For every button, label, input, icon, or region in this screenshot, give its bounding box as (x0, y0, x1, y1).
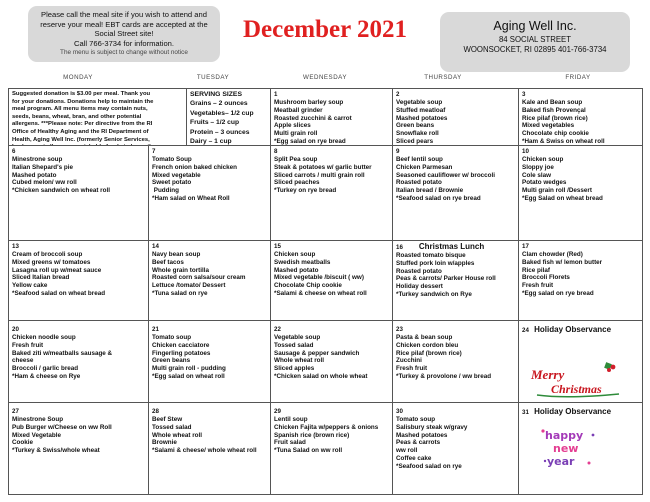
serving-sizes (187, 89, 271, 146)
menu-item: Peas & carrots (396, 439, 441, 447)
menu-item: Potato wedges (522, 179, 567, 187)
day-cell-28 (149, 403, 271, 495)
menu-item: Cole slaw (522, 171, 552, 179)
menu-item: Broccoli / garlic bread (12, 365, 79, 373)
menu-item: Mushroom barley soup (274, 99, 344, 106)
menu-item: Roasted corn salsa/sour cream (152, 274, 246, 282)
menu-item: *Seafood salad on rye bread (396, 194, 481, 202)
organization-city-phone: WOONSOCKET, RI 02895 401-766-3734 (463, 45, 607, 54)
notice-line: reserve your meal! EBT cards are accepted at the (40, 19, 208, 29)
day-cell-10 (519, 146, 643, 241)
day-number: 23 (396, 326, 403, 333)
menu-item: Green beans (396, 122, 435, 130)
organization-name: Aging Well Inc. (493, 19, 577, 33)
menu-item: Roasted potato (396, 179, 442, 187)
day-number: 28 (152, 408, 159, 415)
menu-item: Tomato soup (396, 416, 436, 423)
menu-item: Sliced peaches (274, 179, 320, 187)
weekday-monday: MONDAY (63, 74, 93, 81)
menu-item: Clam chowder (Red) (522, 251, 583, 258)
merry-christmas-image (527, 361, 627, 401)
menu-item: French onion baked chicken (152, 163, 238, 171)
day-number: 27 (12, 408, 19, 415)
menu-item: Mixed vegetables (522, 122, 575, 130)
day-cell-14 (149, 241, 271, 321)
serving-title: SERVING SIZES (190, 91, 242, 98)
weekday-header (8, 74, 642, 86)
menu-item: Whole wheat roll (274, 357, 325, 365)
notice-text: Suggested donation is $3.00 per meal. Thank you (12, 91, 151, 97)
menu-item: Beef Stew (152, 416, 183, 423)
day-cell-30 (393, 403, 519, 495)
donation-notice (9, 89, 187, 146)
menu-item: *Egg salad on wheat roll (152, 372, 225, 380)
menu-item: Brownie (152, 439, 177, 447)
menu-item: *Turkey sandwich on Rye (396, 290, 472, 298)
day-cell-16 (393, 241, 519, 321)
day-cell-1 (271, 89, 393, 146)
menu-item: Salisbury steak w/gravy (396, 423, 468, 431)
menu-item: Mixed greens w/ tomatoes (12, 258, 91, 266)
day-cell-29 (271, 403, 393, 495)
menu-item: Fresh fruit (396, 365, 428, 373)
year-text: year (547, 455, 575, 468)
menu-item: Roasted zucchini & carrot (274, 114, 352, 122)
serving-item: Fruits – 1/2 cup (190, 119, 240, 127)
calendar-grid (8, 88, 643, 495)
menu-item: Baked fish Provençal (522, 106, 586, 114)
menu-item: *Egg salad on rye bread (522, 289, 594, 297)
menu-item: *Turkey & Swiss/whole wheat (12, 447, 100, 455)
menu-item: Seasoned cauliflower w/ broccoli (396, 171, 496, 179)
menu-item: *Turkey & provolone / ww bread (396, 372, 492, 380)
menu-item: Chicken cacciatore (152, 341, 210, 349)
menu-item: Navy bean soup (152, 251, 201, 258)
menu-item: Lettuce /tomato/ Dessert (152, 282, 226, 290)
menu-item: Roasted tomato bisque (396, 252, 466, 259)
menu-item: Mashed potatoes (396, 114, 448, 122)
menu-item: *Tuna Salad on ww roll (274, 447, 343, 455)
menu-item: Steak & potatoes w/ garlic butter (274, 163, 372, 171)
menu-item: Vegetable soup (274, 334, 321, 341)
menu-item: Mashed potatoes (396, 431, 448, 439)
site-notice-box (28, 6, 220, 62)
menu-item: Minestrone Soup (12, 416, 64, 423)
notice-text: for your donations. Donations help to maintain the (12, 98, 154, 105)
menu-item: *Seafood salad on wheat bread (12, 289, 106, 297)
day-cell-3 (519, 89, 643, 146)
menu-item: Mixed vegetable /biscuit ( ww) (274, 274, 364, 282)
menu-item: Minestrone soup (12, 156, 63, 163)
menu-item: Lentil soup (274, 416, 308, 423)
menu-item: Tomato Soup (152, 156, 192, 163)
menu-item: Tossed salad (152, 423, 192, 431)
menu-item: Sliced pears (396, 137, 434, 145)
menu-item: Spanish rice (brown rice) (274, 431, 350, 439)
menu-item: Sliced apples (274, 365, 315, 373)
menu-item: Multi grain roll (274, 130, 318, 138)
menu-item: Rice pilaf (brown rice) (522, 114, 588, 122)
menu-item: Kale and Bean soup (522, 99, 583, 106)
day-number: 17 (522, 243, 529, 250)
menu-item: *Salami & cheese on wheat roll (274, 289, 367, 297)
menu-item: Pudding (152, 187, 179, 195)
day-cell-13 (9, 241, 149, 321)
day-number: 6 (12, 148, 16, 155)
menu-item: Apple slices (274, 122, 311, 130)
menu-item: Beef tacos (152, 258, 184, 266)
menu-item: Chicken Fajita w/peppers & onions (274, 423, 379, 431)
menu-item: Cubed melon/ ww roll (12, 179, 77, 187)
menu-item: Meatball grinder (274, 106, 323, 114)
day-number: 9 (396, 148, 400, 155)
merry-text: Merry (531, 367, 565, 382)
menu-item: Chicken Parmesan (396, 163, 453, 171)
day-number: 24 (522, 327, 529, 334)
menu-item: *Seafood salad on rye (396, 462, 462, 470)
menu-item: Lasagna roll up w/meat sauce (12, 266, 102, 274)
day-number: 15 (274, 243, 281, 250)
christmas-lunch-label: Christmas Lunch (418, 242, 485, 251)
menu-item: *Salami & cheese/ whole wheat roll (152, 447, 257, 455)
menu-item: Chocolate Chip cookie (274, 282, 342, 290)
menu-item: Mixed Vegetable (12, 431, 61, 439)
menu-item: ww roll (396, 447, 418, 455)
notice-text: meal program. All menu items may contain nuts, (12, 106, 148, 113)
day-cell-2 (393, 89, 519, 146)
menu-item: Roasted potato (396, 267, 442, 275)
menu-item: Italian bread / Brownie (396, 187, 464, 195)
menu-item: *Egg salad on rye bread (274, 137, 346, 145)
menu-item: Coffee cake (396, 454, 432, 462)
day-cell-8 (271, 146, 393, 241)
menu-item: Sliced carrots / multi grain roll (274, 171, 365, 179)
holiday-label: Holiday Observance (534, 407, 612, 416)
menu-item: *Ham & Swiss on wheat roll (522, 137, 605, 145)
menu-item: Fruit salad (274, 439, 306, 447)
day-cell-27 (9, 403, 149, 495)
day-number: 16 (396, 244, 403, 251)
notice-line: Social Street site! (94, 29, 154, 39)
menu-item: Vegetable soup (396, 99, 443, 106)
menu-item: Snowflake roll (396, 130, 439, 138)
day-number: 2 (396, 91, 400, 98)
menu-item: Green beans (152, 357, 191, 365)
notice-text: seeds, beans, wheat, bran, and other potential (12, 113, 142, 120)
menu-item: Swedish meatballs (274, 258, 331, 266)
serving-item: Protein – 3 ounces (190, 128, 250, 136)
weekday-tuesday: TUESDAY (196, 74, 230, 81)
day-number: 20 (12, 326, 19, 333)
menu-item: *Chicken sandwich on wheat roll (12, 187, 110, 195)
day-number: 21 (152, 326, 159, 333)
day-cell-24 (519, 321, 643, 403)
happy-new-year-image (537, 425, 599, 469)
menu-item: Cookie (12, 439, 33, 447)
day-number: 29 (274, 408, 281, 415)
happy-text: happy (545, 429, 584, 442)
menu-item: Broccoli Florets (522, 274, 570, 282)
menu-item: Multi grain roll - pudding (152, 365, 226, 373)
page-title: December 2021 (242, 16, 408, 43)
new-text: new (553, 442, 579, 455)
menu-item: *Ham & cheese on Rye (12, 372, 81, 380)
menu-item: Chicken cordon bleu (396, 341, 459, 349)
day-number: 30 (396, 408, 403, 415)
menu-item: Whole wheat roll (152, 431, 203, 439)
weekday-friday: FRIDAY (565, 74, 591, 81)
menu-item: Cream of broccoli soup (12, 251, 83, 258)
menu-item: *Turkey on rye bread (274, 187, 337, 195)
day-cell-17 (519, 241, 643, 321)
notice-line: Please call the meal site if you wish to attend and (41, 10, 207, 19)
menu-item: Pasta & bean soup (396, 334, 453, 341)
menu-item: Stuffed meatloaf (396, 106, 446, 114)
menu-item: Fresh fruit (522, 282, 554, 290)
day-number: 22 (274, 326, 281, 333)
day-cell-6 (9, 146, 149, 241)
menu-item: Multi grain roll /Dessert (522, 187, 592, 195)
day-cell-22 (271, 321, 393, 403)
serving-item: Dairy – 1 cup (190, 138, 232, 146)
menu-item: *Ham salad on Wheat Roll (152, 194, 230, 202)
menu-item: Pub Burger w/Cheese on ww Roll (12, 423, 112, 431)
menu-item: Sloppy joe (522, 163, 554, 171)
menu-item: Chicken soup (274, 251, 316, 258)
menu-item: Tomato soup (152, 334, 192, 341)
menu-item: Sliced Italian bread (12, 274, 70, 282)
day-number: 13 (12, 243, 19, 250)
menu-item: *Tuna salad on rye (152, 289, 208, 297)
menu-item: Mashed potato (12, 171, 57, 179)
menu-item: Split Pea soup (274, 156, 318, 163)
menu-item: cheese (12, 357, 34, 365)
menu-item: Sweet potato (152, 179, 192, 187)
holiday-label: Holiday Observance (534, 325, 612, 334)
menu-item: Whole grain tortilla (152, 266, 210, 274)
notice-disclaimer: The menu is subject to change without notice (60, 49, 188, 57)
day-number: 3 (522, 91, 526, 98)
notice-line: Call 766-3734 for information. (73, 38, 175, 48)
day-cell-9 (393, 146, 519, 241)
weekday-wednesday: WEDNESDAY (303, 74, 347, 81)
menu-item: Yellow cake (12, 282, 48, 290)
menu-item: Tossed salad (274, 341, 314, 349)
menu-item: Chicken noodle soup (12, 334, 76, 341)
day-number: 1 (274, 91, 278, 98)
menu-item: *Egg Salad on wheat bread (522, 194, 603, 202)
day-number: 10 (522, 148, 529, 155)
menu-item: *Chicken salad on whole wheat (274, 372, 368, 380)
organization-address: 84 SOCIAL STREET (498, 35, 572, 44)
menu-item: Rice pilaf (522, 266, 550, 274)
day-number: 14 (152, 243, 159, 250)
menu-item: Fingerling potatoes (152, 349, 211, 357)
day-cell-21 (149, 321, 271, 403)
organization-box (440, 12, 630, 72)
day-number: 8 (274, 148, 278, 155)
notice-text: Office of Healthy Aging and the RI Department of (12, 128, 149, 135)
menu-item: Beef lentil soup (396, 156, 443, 163)
christmas-text: Christmas (551, 382, 602, 396)
menu-item: Chicken soup (522, 156, 564, 163)
menu-item: Baked fish w/ lemon butter (522, 258, 603, 266)
serving-item: Grains – 2 ounces (190, 100, 248, 107)
weekday-thursday: THURSDAY (424, 74, 462, 81)
menu-item: Sausage & pepper sandwich (274, 349, 360, 357)
day-cell-23 (393, 321, 519, 403)
notice-text: allergens. ***Please note: Per directive from the RI (12, 121, 153, 128)
menu-item: Mashed potato (274, 266, 319, 274)
menu-item: Baked ziti w/meatballs sausage & (12, 349, 113, 357)
menu-item: Zucchini (396, 357, 422, 365)
day-cell-20 (9, 321, 149, 403)
day-cell-31 (519, 403, 643, 495)
menu-item: Mixed vegetable (152, 171, 201, 179)
day-cell-7 (149, 146, 271, 241)
menu-item: Stuffed pork loin w/apples (396, 259, 475, 267)
day-number: 31 (522, 409, 529, 416)
menu-item: Holiday dessert (396, 283, 443, 291)
menu-item: Peas & carrots/ Parker House roll (396, 275, 496, 283)
menu-item: Rice pilaf (brown rice) (396, 349, 462, 357)
menu-item: Fresh fruit (12, 341, 44, 349)
day-number: 7 (152, 148, 156, 155)
menu-item: Italian Shepard's pie (12, 163, 73, 171)
day-cell-15 (271, 241, 393, 321)
notice-text: Health, Aging Well Inc. (formerly Senior Services, (12, 136, 150, 143)
serving-item: Vegetables– 1/2 cup (190, 109, 254, 117)
menu-item: Chocolate chip cookie (522, 130, 589, 138)
